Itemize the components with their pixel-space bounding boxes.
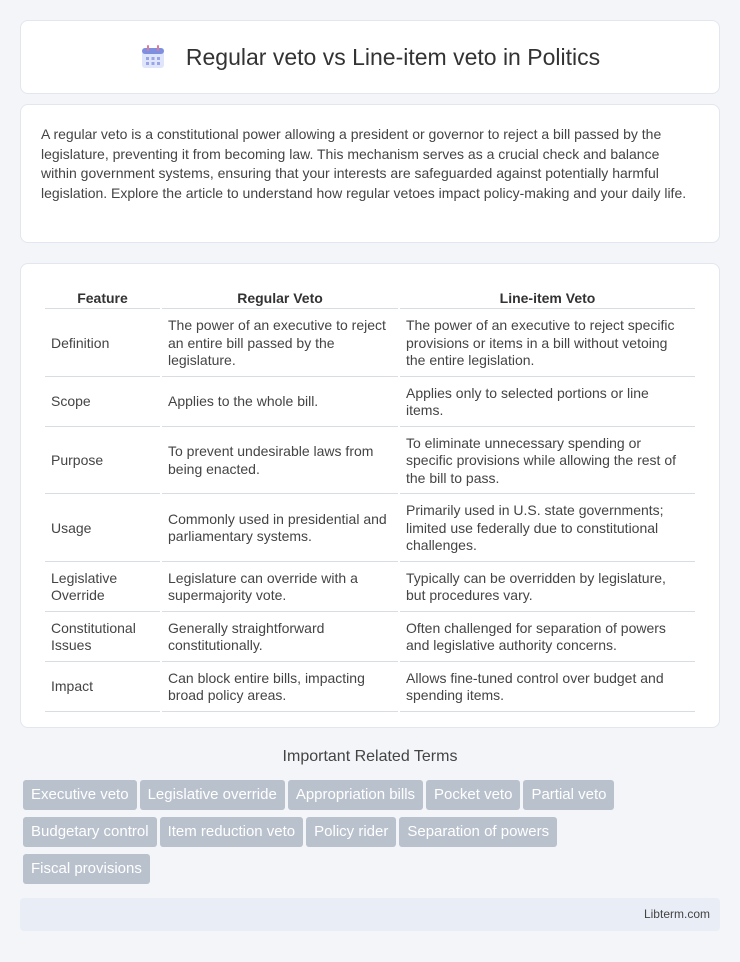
table-cell: Applies to the whole bill. bbox=[162, 379, 398, 427]
table-cell: Definition bbox=[45, 311, 160, 377]
table-header-row bbox=[45, 286, 695, 309]
tag-link[interactable]: Legislative override bbox=[140, 780, 285, 810]
footer bbox=[20, 898, 720, 931]
table-row bbox=[45, 614, 695, 662]
table-cell: Primarily used in U.S. state governments; limited use federally due to constitutional challenges. bbox=[400, 496, 695, 562]
tag-link[interactable]: Budgetary control bbox=[23, 817, 157, 847]
tag-link[interactable]: Pocket veto bbox=[426, 780, 520, 810]
tag-link[interactable]: Fiscal provisions bbox=[23, 854, 150, 884]
table-cell: The power of an executive to reject an entire bill passed by the legislature. bbox=[162, 311, 398, 377]
table-cell: Commonly used in presidential and parliamentary systems. bbox=[162, 496, 398, 562]
column-header: Regular Veto bbox=[162, 286, 398, 309]
tag-link[interactable]: Separation of powers bbox=[399, 817, 557, 847]
comparison-table-card bbox=[20, 263, 720, 728]
related-terms-tags bbox=[23, 780, 723, 891]
intro-text: A regular veto is a constitutional power allowing a president or governor to reject a bill passed by the legislature, preventing it from becoming law. This mechanism serves as a crucial check and balance within government systems, ensuring that your interests are safeguarded against potentially harmful legislation. Explore the article to understand how regular vetoes impact policy-making and your daily life. bbox=[41, 126, 687, 201]
table-cell: Allows fine-tuned control over budget and spending items. bbox=[400, 664, 695, 712]
table-row bbox=[45, 429, 695, 495]
comparison-table bbox=[43, 284, 697, 714]
page-title: Regular veto vs Line-item veto in Politics bbox=[185, 43, 601, 70]
table-row bbox=[45, 311, 695, 377]
column-header: Feature bbox=[45, 286, 160, 309]
tag-link[interactable]: Executive veto bbox=[23, 780, 137, 810]
tag-link[interactable]: Policy rider bbox=[306, 817, 396, 847]
table-cell: Legislative Override bbox=[45, 564, 160, 612]
table-row bbox=[45, 564, 695, 612]
table-cell: Usage bbox=[45, 496, 160, 562]
header-card bbox=[20, 20, 720, 94]
table-cell: Constitutional Issues bbox=[45, 614, 160, 662]
table-cell: Legislature can override with a supermajority vote. bbox=[162, 564, 398, 612]
table-cell: To eliminate unnecessary spending or specific provisions while allowing the rest of the bill to pass. bbox=[400, 429, 695, 495]
table-cell: To prevent undesirable laws from being enacted. bbox=[162, 429, 398, 495]
related-terms-title: Important Related Terms bbox=[282, 748, 458, 765]
table-cell: Scope bbox=[45, 379, 160, 427]
table-cell: Applies only to selected portions or line items. bbox=[400, 379, 695, 427]
footer-site-link[interactable]: Libterm.com bbox=[643, 907, 710, 921]
tag-link[interactable]: Appropriation bills bbox=[288, 780, 423, 810]
tag-link[interactable]: Item reduction veto bbox=[160, 817, 304, 847]
calendar-icon bbox=[140, 44, 166, 70]
table-cell: Often challenged for separation of powers and legislative authority concerns. bbox=[400, 614, 695, 662]
table-row bbox=[45, 379, 695, 427]
table-cell: Typically can be overridden by legislature, but procedures vary. bbox=[400, 564, 695, 612]
table-cell: The power of an executive to reject specific provisions or items in a bill without vetoing the entire legislation. bbox=[400, 311, 695, 377]
column-header: Line-item Veto bbox=[400, 286, 695, 309]
table-cell: Purpose bbox=[45, 429, 160, 495]
table-cell: Can block entire bills, impacting broad policy areas. bbox=[162, 664, 398, 712]
table-row bbox=[45, 496, 695, 562]
intro-card bbox=[20, 104, 720, 243]
table-cell: Generally straightforward constitutionally. bbox=[162, 614, 398, 662]
table-cell: Impact bbox=[45, 664, 160, 712]
table-row bbox=[45, 664, 695, 712]
tag-link[interactable]: Partial veto bbox=[523, 780, 614, 810]
